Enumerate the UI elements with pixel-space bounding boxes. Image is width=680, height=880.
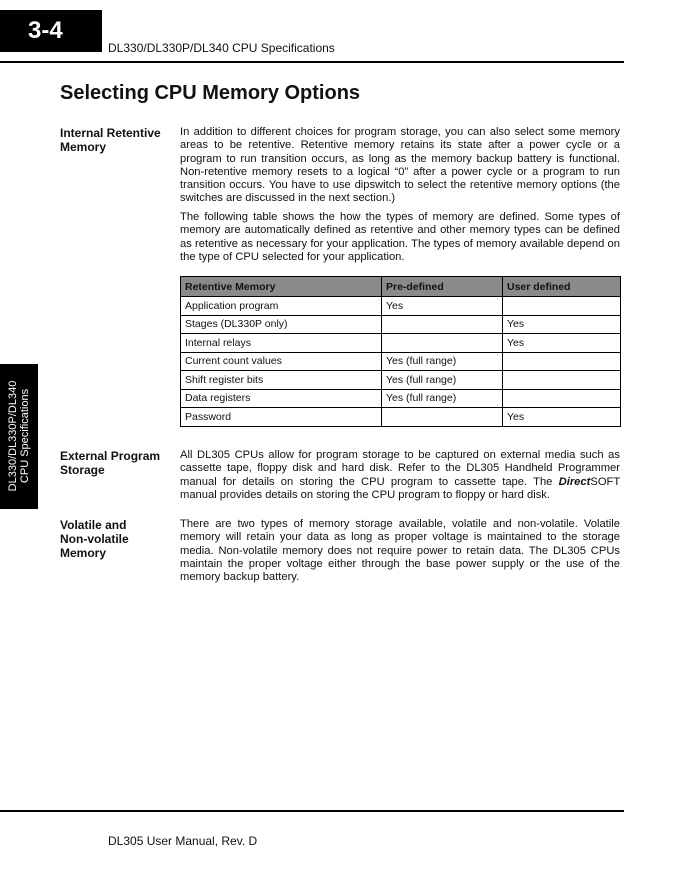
table-cell: Yes (full range)	[382, 352, 503, 371]
heading-line: Memory	[60, 140, 107, 154]
volatile-memory-heading	[60, 518, 175, 560]
page-number-tab	[0, 10, 102, 52]
table-header-cell: User defined	[503, 277, 621, 297]
heading-line: External Program	[60, 449, 161, 463]
brand-direct: Direct	[558, 475, 591, 488]
table-cell: Yes (full range)	[382, 371, 503, 390]
table-cell: Shift register bits	[181, 371, 382, 390]
table-cell: Stages (DL330P only)	[181, 315, 382, 334]
heading-line: Non-volatile	[60, 532, 129, 546]
table-cell	[503, 389, 621, 408]
table-row	[181, 297, 621, 316]
table-cell: Current count values	[181, 352, 382, 371]
chapter-side-tab	[0, 364, 38, 509]
table-header-row	[181, 277, 621, 297]
table-header-cell: Retentive Memory	[181, 277, 382, 297]
table-row	[181, 408, 621, 427]
side-tab-line1: DL330/DL330P/DL340	[7, 380, 19, 492]
external-storage-heading	[60, 449, 175, 477]
volatile-memory-paragraph: There are two types of memory storage available, volatile and non-volatile. Volatile memory will retain your data as long as proper voltage is maintained to the storage media. Non-volatile memory does not require power to retain data. The DL305 CPUs maintain the proper voltage either through the base power supply or the use of the memory backup battery.	[180, 518, 620, 584]
table-cell: Yes (full range)	[382, 389, 503, 408]
heading-line: Internal Retentive	[60, 126, 161, 140]
table-cell: Data registers	[181, 389, 382, 408]
paragraph-text: All DL305 CPUs allow for program storage to be captured on external media such as cassette tape, floppy disk and hard disk. Refer to the DL305 Handheld Programmer manual for details on storing the CPU program to cassette tape. The	[180, 449, 620, 488]
table-cell	[382, 408, 503, 427]
table-cell: Application program	[181, 297, 382, 316]
table-cell: Yes	[503, 315, 621, 334]
retentive-memory-table	[180, 276, 621, 427]
internal-retentive-paragraph-2: The following table shows the how the types of memory are defined. Some types of memory are automatically defined as retentive and other memory types can be defined as retentive as necessary for your application. The types of memory available depend on the type of CPU selected for your application.	[180, 211, 620, 263]
page-number: 3-4	[28, 17, 63, 44]
table-cell	[503, 371, 621, 390]
table-header-cell: Pre-defined	[382, 277, 503, 297]
table-cell: Yes	[503, 408, 621, 427]
external-storage-paragraph	[180, 449, 620, 502]
brand-soft: SOFT	[590, 475, 620, 488]
table-cell	[382, 334, 503, 353]
heading-line: Volatile and	[60, 518, 127, 532]
table-row	[181, 371, 621, 390]
table-row	[181, 315, 621, 334]
table-cell	[503, 297, 621, 316]
table-cell: Yes	[382, 297, 503, 316]
table-row	[181, 334, 621, 353]
internal-retentive-heading	[60, 126, 175, 154]
heading-line: Storage	[60, 463, 105, 477]
table-cell	[382, 315, 503, 334]
table-cell	[503, 352, 621, 371]
running-header-title: DL330/DL330P/DL340 CPU Specifications	[108, 41, 335, 55]
footer-text: DL305 User Manual, Rev. D	[108, 834, 258, 848]
table-row	[181, 389, 621, 408]
side-tab-line2: CPU Specifications	[19, 388, 31, 484]
internal-retentive-paragraph-1: In addition to different choices for program storage, you can also select some memory areas to be retentive. Retentive memory retains its state after a power cycle or a program to run transition occurs, as long as the memory backup battery is functional. Non-retentive memory resets to a logical “0” after a power cycle or a program to run transition occurs. You have to use dipswitch to select the retentive memory options (the switches are discussed in the next section.)	[180, 126, 620, 205]
table-cell: Internal relays	[181, 334, 382, 353]
table-cell: Yes	[503, 334, 621, 353]
header-divider	[0, 61, 624, 63]
footer-divider	[0, 810, 624, 812]
heading-line: Memory	[60, 546, 107, 560]
table-cell: Password	[181, 408, 382, 427]
chapter-side-tab-label	[7, 381, 31, 492]
section-title: Selecting CPU Memory Options	[60, 82, 361, 104]
paragraph-text: manual provides details on storing the CPU program to floppy or hard disk.	[180, 488, 550, 501]
table-row	[181, 352, 621, 371]
